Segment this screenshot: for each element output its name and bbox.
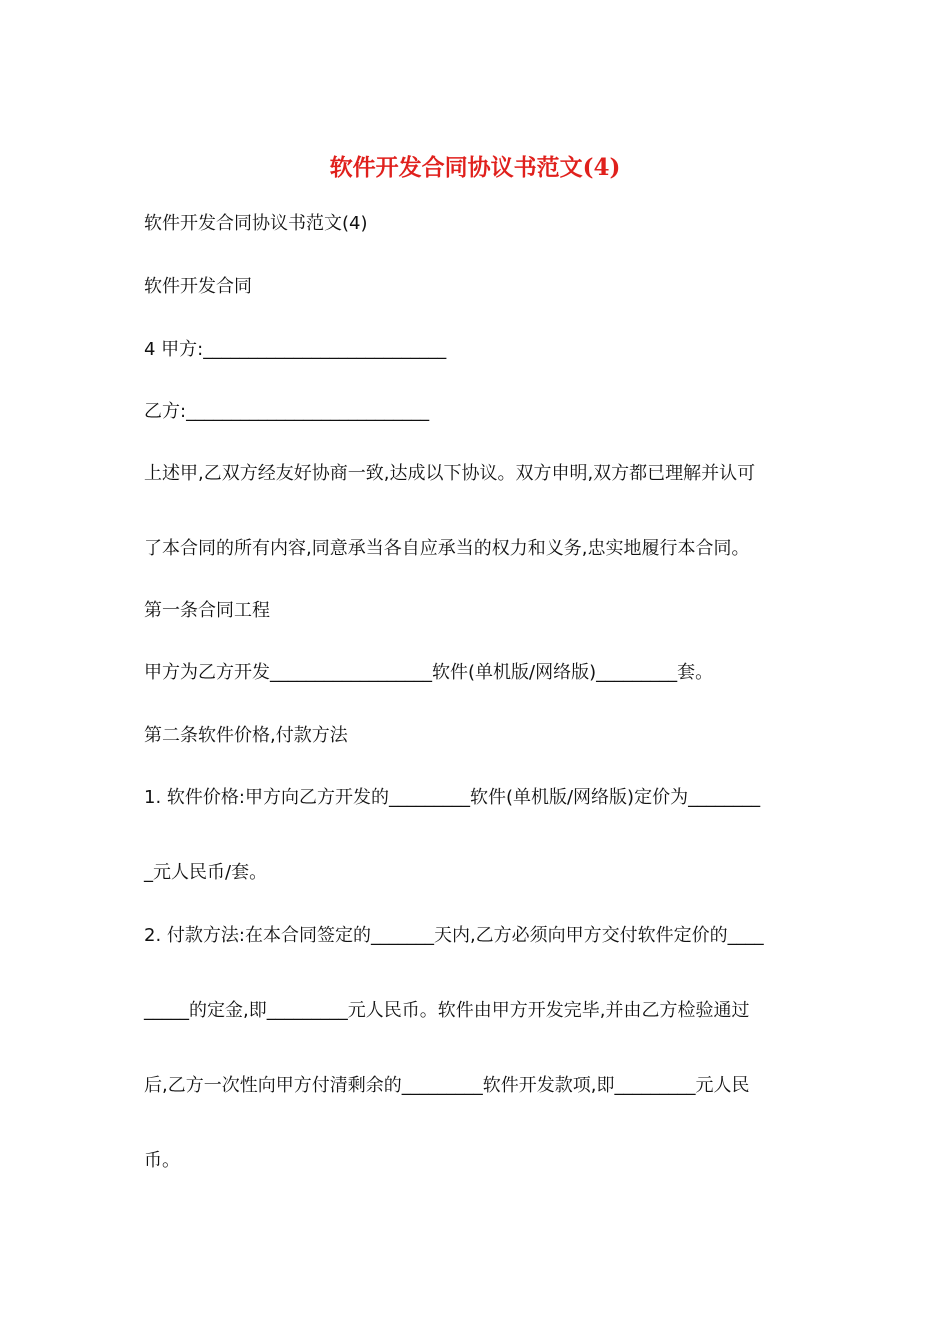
paragraph-line: 1. 软件价格:甲方向乙方开发的_________软件(单机版/网络版)定价为________ [144, 787, 761, 808]
section-heading: 第二条软件价格,付款方法 [144, 725, 348, 746]
paragraph-line: 币。 [144, 1150, 180, 1171]
party-b-line: 乙方:___________________________ [144, 401, 430, 422]
paragraph-line: 甲方为乙方开发__________________软件(单机版/网络版)_________套。 [144, 662, 714, 683]
paragraph-line: 了本合同的所有内容,同意承当各自应承当的权力和义务,忠实地履行本合同。 [144, 538, 750, 559]
paragraph-line: _____的定金,即_________元人民币。软件由甲方开发完毕,并由乙方检验通过 [144, 1000, 750, 1021]
document-title: 软件开发合同协议书范文(4) [329, 154, 621, 181]
paragraph-line: _元人民币/套。 [144, 862, 268, 883]
contract-heading: 软件开发合同 [144, 276, 252, 297]
section-heading: 第一条合同工程 [144, 600, 270, 621]
paragraph-line: 后,乙方一次性向甲方付清剩余的_________软件开发款项,即_________元人民 [144, 1075, 750, 1096]
party-a-line: 4 甲方:___________________________ [144, 339, 447, 360]
paragraph-line: 上述甲,乙双方经友好协商一致,达成以下协议。双方申明,双方都已理解并认可 [144, 463, 756, 484]
paragraph-line: 2. 付款方法:在本合同签定的_______天内,乙方必须向甲方交付软件定价的____ [144, 925, 764, 946]
subtitle-line: 软件开发合同协议书范文(4) [144, 213, 368, 234]
